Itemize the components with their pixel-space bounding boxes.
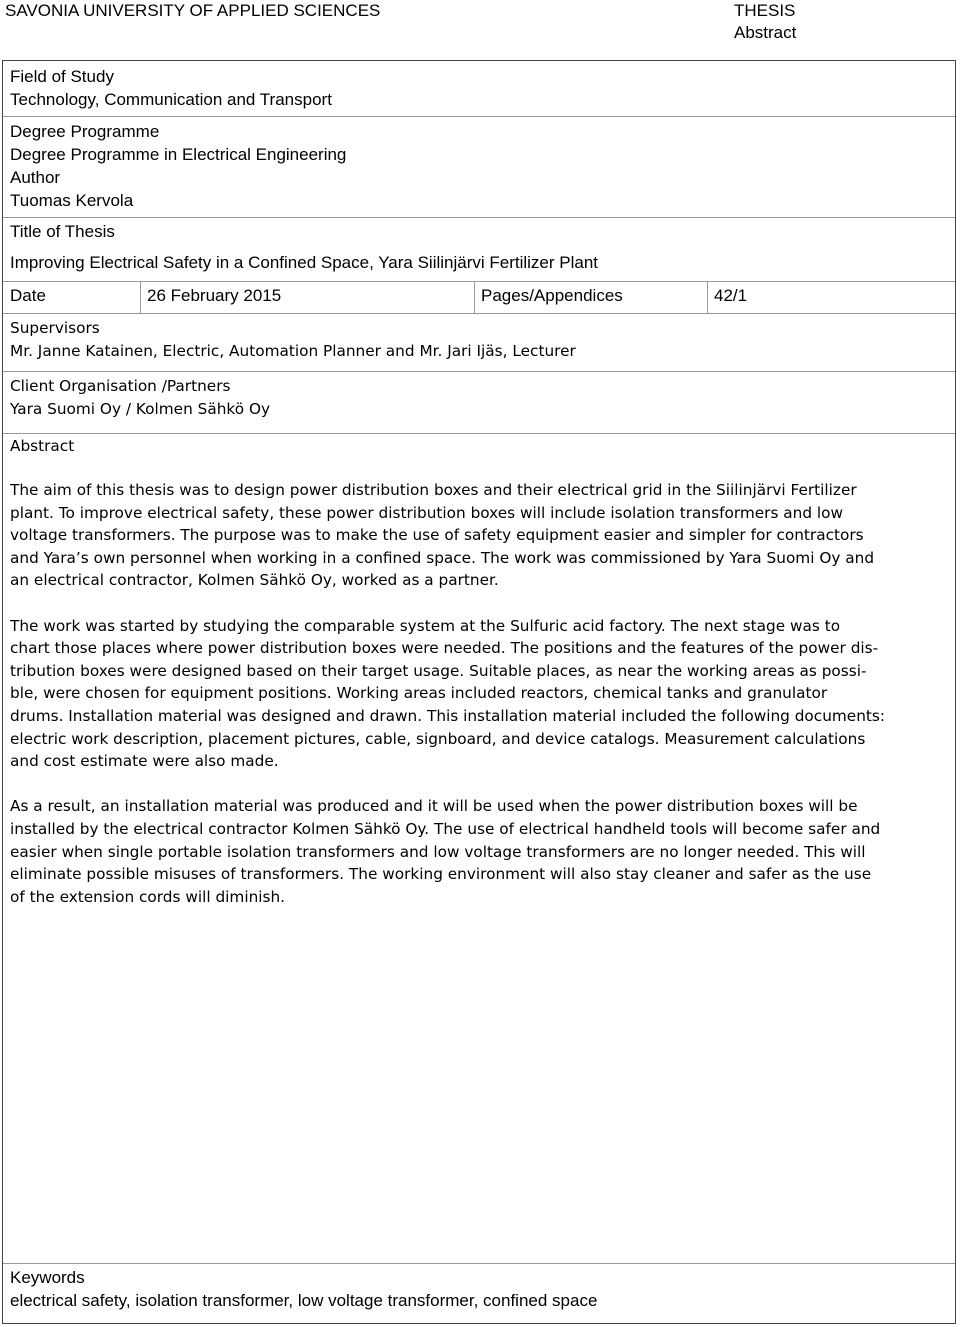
university-name: SAVONIA UNIVERSITY OF APPLIED SCIENCES (5, 1, 381, 20)
abstract-line: easier when single portable isolation transformers and low voltage transformers are no longer needed. This will (10, 842, 866, 861)
abstract-line: plant. To improve electrical safety, these power distribution boxes will include isolation transformers and low (10, 503, 844, 522)
abstract-line: drums. Installation material was designed and drawn. This installation material included the following documents: (10, 706, 886, 725)
supervisors-row (3, 313, 955, 372)
abstract-line: voltage transformers. The purpose was to make the use of safety equipment easier and simpler for contractors (10, 526, 864, 545)
abstract-line: installed by the electrical contractor Kolmen Sähkö Oy. The use of electrical handheld tools will become safer and (10, 819, 881, 838)
author-label: Author (10, 168, 61, 187)
supervisors-value: Mr. Janne Katainen, Electric, Automation Planner and Mr. Jari Ijäs, Lecturer (10, 342, 576, 360)
abstract-line: chart those places where power distribution boxes were needed. The positions and the features of the power dis- (10, 639, 879, 658)
abstract-line: tribution boxes were designed based on their target usage. Suitable places, as near the working areas as possi- (10, 661, 867, 680)
abstract-line: electric work description, placement pictures, cable, signboard, and device catalogs. Measurement calculations (10, 729, 866, 748)
pages-label: Pages/Appendices (481, 286, 623, 305)
author-value: Tuomas Kervola (10, 191, 134, 210)
abstract-line: The work was started by studying the comparable system at the Sulfuric acid factory. The next stage was to (10, 616, 841, 635)
abstract-line: and cost estimate were also made. (10, 752, 279, 771)
date-pages-row (3, 281, 955, 314)
abstract-line: eliminate possible misuses of transformers. The working environment will also stay cleaner and safer as the use (10, 865, 872, 884)
client-row (3, 371, 955, 434)
field-of-study-value: Technology, Communication and Transport (10, 90, 332, 109)
abstract-paragraph-3 (10, 795, 950, 908)
client-value: Yara Suomi Oy / Kolmen Sähkö Oy (10, 400, 271, 418)
abstract-paragraph-1 (10, 479, 950, 592)
keywords-row (3, 1263, 955, 1324)
abstract-line: ble, were chosen for equipment positions. Working areas included reactors, chemical tanks and granulator (10, 684, 828, 703)
client-label: Client Organisation /Partners (10, 377, 231, 395)
doc-subtype: Abstract (734, 23, 797, 42)
abstract-paragraph-2 (10, 615, 950, 773)
doc-type-block (734, 0, 796, 44)
field-of-study-label: Field of Study (10, 67, 114, 86)
supervisors-label: Supervisors (10, 319, 100, 337)
degree-programme-value: Degree Programme in Electrical Engineering (10, 145, 347, 164)
abstract-form (2, 60, 956, 1324)
doc-type: THESIS (734, 1, 796, 20)
abstract-label: Abstract (10, 437, 75, 455)
field-of-study-row (3, 61, 955, 117)
title-value: Improving Electrical Safety in a Confined Space, Yara Siilinjärvi Fertilizer Plant (10, 253, 599, 272)
keywords-label: Keywords (10, 1268, 85, 1287)
abstract-line: an electrical contractor, Kolmen Sähkö Oy, worked as a partner. (10, 571, 499, 590)
keywords-value: electrical safety, isolation transformer, low voltage transformer, confined space (10, 1291, 598, 1310)
abstract-line: of the extension cords will diminish. (10, 887, 286, 906)
abstract-body (10, 479, 950, 931)
date-value: 26 February 2015 (147, 286, 282, 305)
abstract-line: The aim of this thesis was to design power distribution boxes and their electrical grid in the Siilinjärvi Fertilizer (10, 481, 857, 499)
title-row (3, 217, 955, 282)
abstract-line: As a result, an installation material was produced and it will be used when the power distribution boxes will be (10, 797, 858, 816)
title-label: Title of Thesis (10, 222, 115, 241)
pages-value: 42/1 (714, 286, 748, 305)
degree-author-row (3, 116, 955, 218)
abstract-line: and Yara’s own personnel when working in a confined space. The work was commissioned by Yara Suomi Oy and (10, 548, 875, 567)
date-label: Date (10, 286, 46, 305)
degree-programme-label: Degree Programme (10, 122, 160, 141)
